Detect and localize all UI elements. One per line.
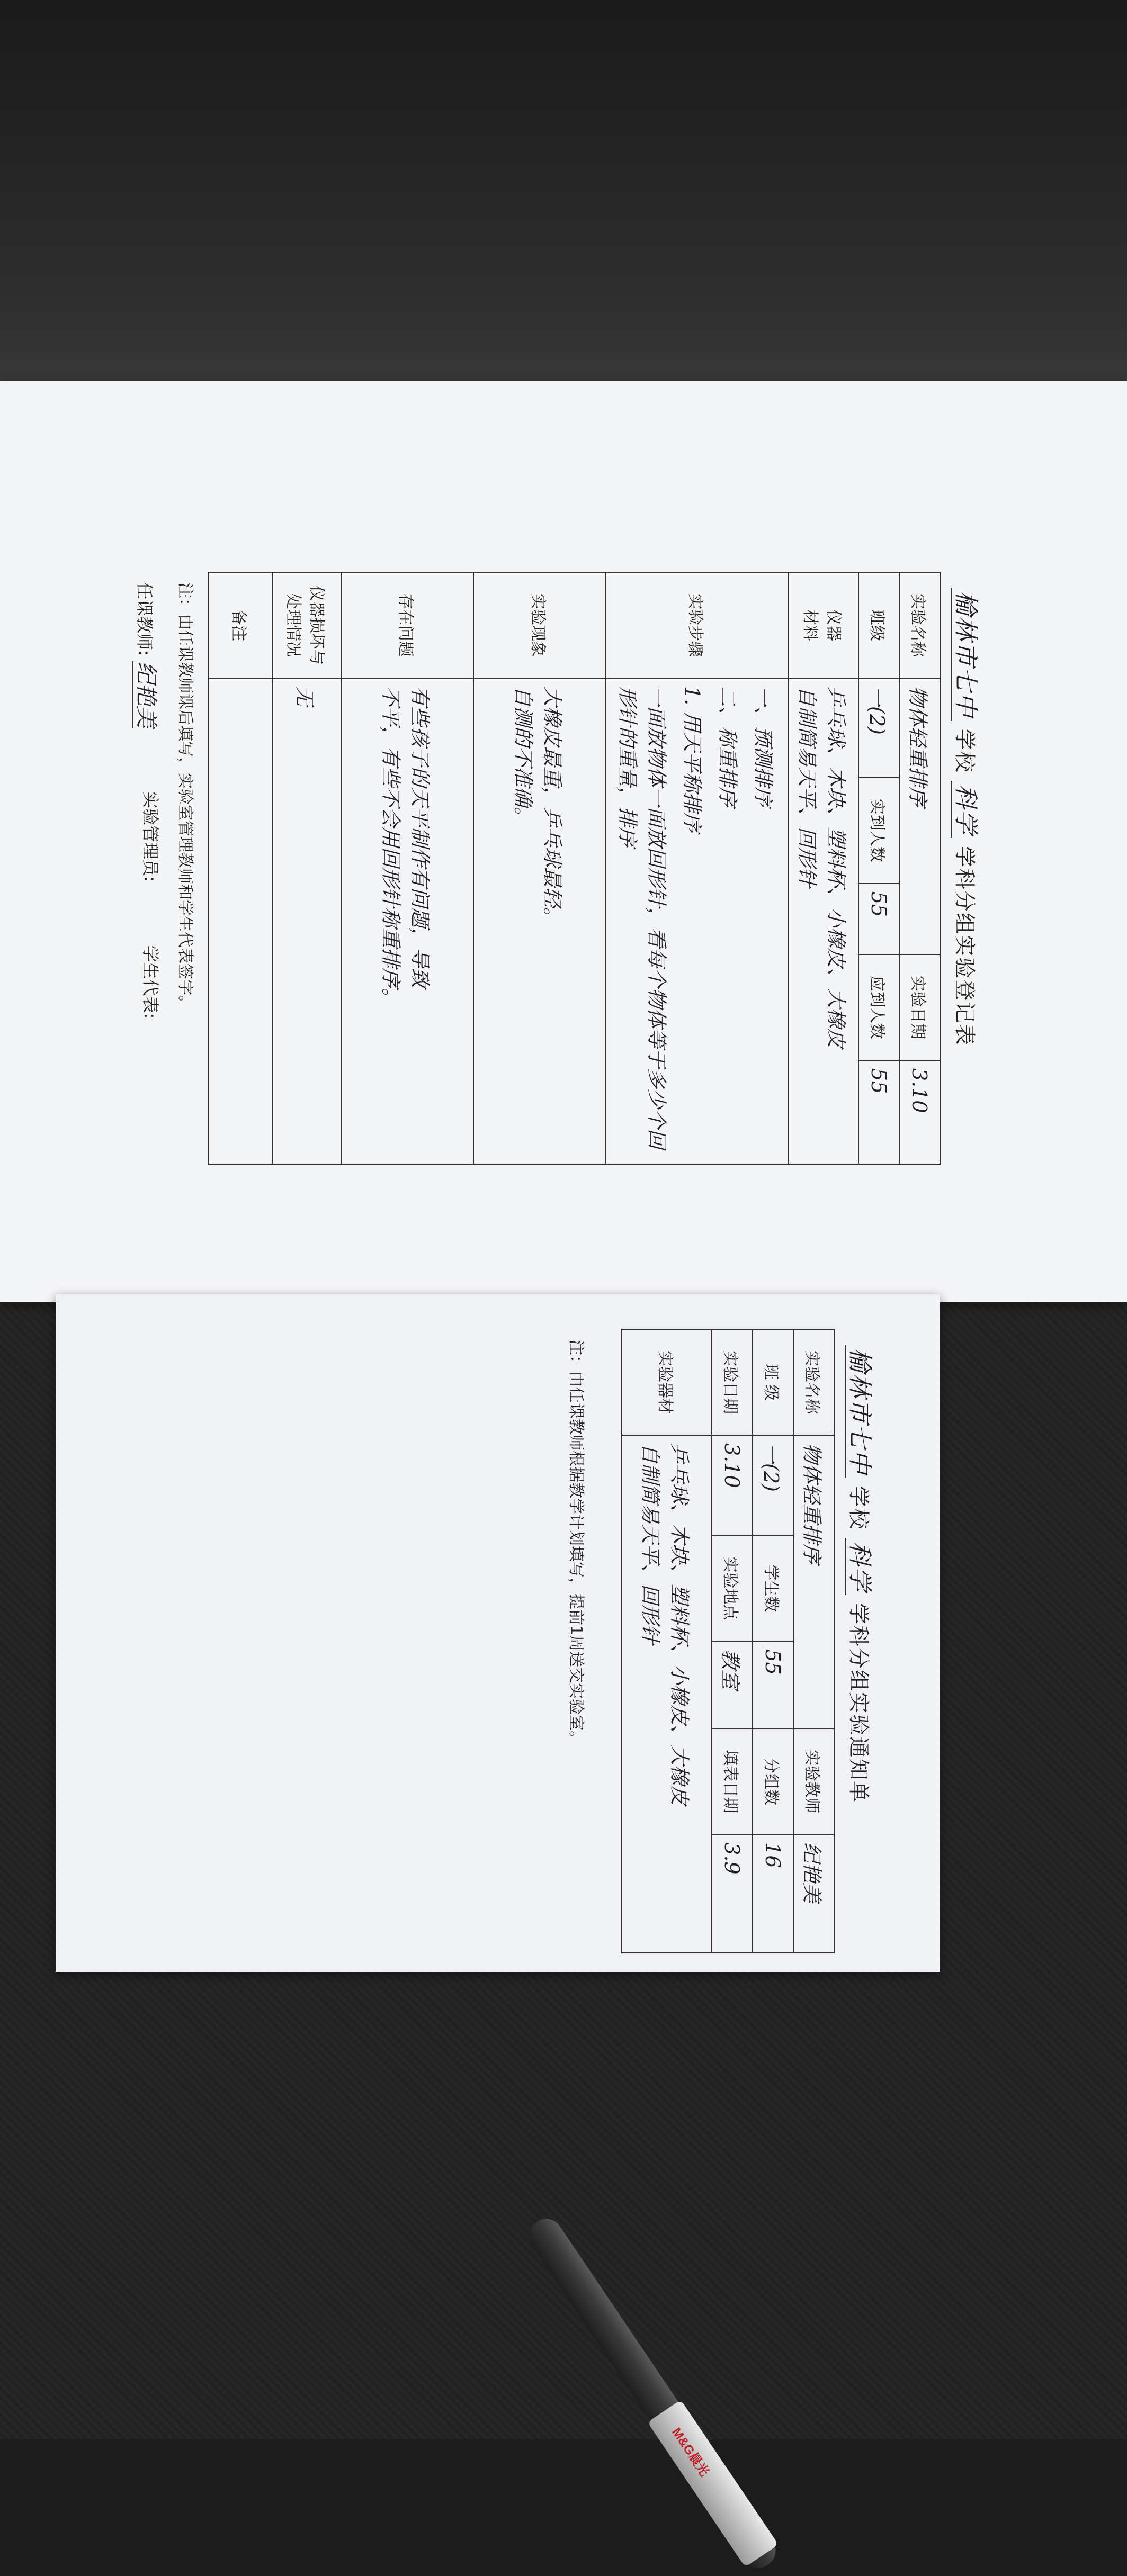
exp-date-value: 3.10	[908, 1068, 932, 1113]
problem-line-2: 不平，有些不会用回形针称重排序。	[379, 686, 402, 1008]
exp-date-label: 实验日期	[899, 954, 940, 1060]
notice-groups-label: 分组数	[753, 1728, 793, 1834]
signature-row	[132, 582, 164, 1165]
desk-top-area	[0, 0, 1127, 402]
notice-students-value: 55	[761, 1649, 785, 1675]
handling-label: 处理情况	[284, 593, 302, 657]
present-label: 实到人数	[858, 778, 899, 884]
exp-name-label: 实验名称	[899, 572, 940, 678]
pen-brand: M&G晨光	[669, 2425, 712, 2479]
notice-equip-line-1: 乒乓球、木块、塑料杯、小橡皮、大橡皮	[668, 1443, 691, 1806]
damage-label: 仪器损坏与	[307, 586, 326, 665]
problem-line-1: 有些孩子的天平制作有问题，导致	[408, 686, 432, 988]
register-title-subject: 科学	[951, 781, 980, 838]
class-value: 一(2)	[865, 686, 889, 735]
teacher-label: 任课教师:	[135, 582, 155, 656]
notice-exp-name-value: 物体轻重排序	[800, 1443, 824, 1564]
notice-equip-label: 实验器材	[622, 1329, 712, 1435]
notice-fill-date-label: 填表日期	[712, 1728, 753, 1834]
notice-class-value: 一(2)	[759, 1443, 783, 1492]
notice-place-label: 实验地点	[712, 1535, 753, 1641]
notice-title-school: 榆林市七中	[845, 1345, 874, 1478]
register-table	[208, 572, 941, 1165]
material-line-2: 自制简易天平、回形针	[795, 686, 819, 888]
notice-class-label: 班 级	[753, 1329, 793, 1435]
notice-groups-value: 16	[761, 1842, 785, 1868]
exp-name-value: 物体轻重排序	[906, 686, 929, 807]
step-4: 一面放物体一面放回形针，看每个物体等于多少个回形针的重量，排序	[616, 686, 668, 1149]
equipment-label: 仪器	[824, 609, 843, 641]
notice-place-value: 教室	[719, 1649, 742, 1690]
damage-handling-label	[272, 572, 341, 678]
register-note: 注：由任课教师课后填写，实验室管理教师和学生代表签字。	[176, 582, 194, 1011]
lab-admin-label: 实验管理员:	[140, 791, 160, 882]
material-label: 材料	[801, 609, 819, 641]
problem-label: 存在问题	[341, 572, 473, 678]
register-form	[117, 572, 985, 1165]
phenomenon-line-2: 自测的不准确。	[512, 686, 535, 827]
present-value: 55	[867, 891, 891, 917]
notice-teacher-value: 纪艳美	[800, 1842, 824, 1903]
notice-teacher-label: 实验教师	[793, 1728, 834, 1834]
teacher-signature: 纪艳美	[133, 661, 159, 728]
step-2: 二、称重排序	[716, 686, 739, 807]
notice-equip-line-2: 自制简易天平、回形针	[639, 1443, 662, 1645]
notice-date-label: 实验日期	[712, 1329, 753, 1435]
class-label: 班级	[858, 572, 899, 678]
notice-date-value: 3.10	[720, 1443, 744, 1488]
register-title-mid: 学校	[952, 728, 977, 773]
step-1: 一、预测排序	[752, 686, 775, 807]
material-line-1: 乒乓球、木块、塑料杯、小橡皮、大橡皮	[825, 686, 848, 1049]
phenomenon-line-1: 大橡皮最重，乒乓球最轻。	[541, 686, 564, 928]
remark-label: 备注	[209, 572, 272, 678]
notice-students-label: 学生数	[753, 1535, 793, 1641]
remark-value	[209, 678, 272, 1164]
student-rep-label: 学生代表:	[140, 945, 160, 1019]
step-3: 1. 用天平称排序	[681, 686, 704, 833]
phenomenon-label: 实验现象	[473, 572, 606, 678]
notice-title-mid: 学校	[846, 1485, 871, 1530]
steps-label: 实验步骤	[606, 572, 789, 678]
expected-value: 55	[867, 1068, 891, 1094]
notice-title-subject: 科学	[845, 1538, 874, 1595]
notice-title	[844, 1345, 879, 1953]
notice-form	[180, 1329, 879, 1953]
equipment-material-label	[789, 572, 858, 678]
register-title-suffix: 学科分组实验登记表	[952, 846, 977, 1047]
register-title	[950, 588, 985, 1165]
notice-note: 注：由任课教师根据教学计划填写，提前1周送交实验室。	[567, 1339, 585, 1747]
notice-exp-name-label: 实验名称	[793, 1329, 834, 1435]
expected-label: 应到人数	[858, 954, 899, 1060]
handling-value: 无	[293, 686, 317, 707]
register-title-school: 榆林市七中	[951, 588, 980, 721]
notice-fill-date-value: 3.9	[720, 1842, 744, 1875]
notice-title-suffix: 学科分组实验通知单	[846, 1603, 871, 1804]
notice-table	[621, 1329, 835, 1953]
